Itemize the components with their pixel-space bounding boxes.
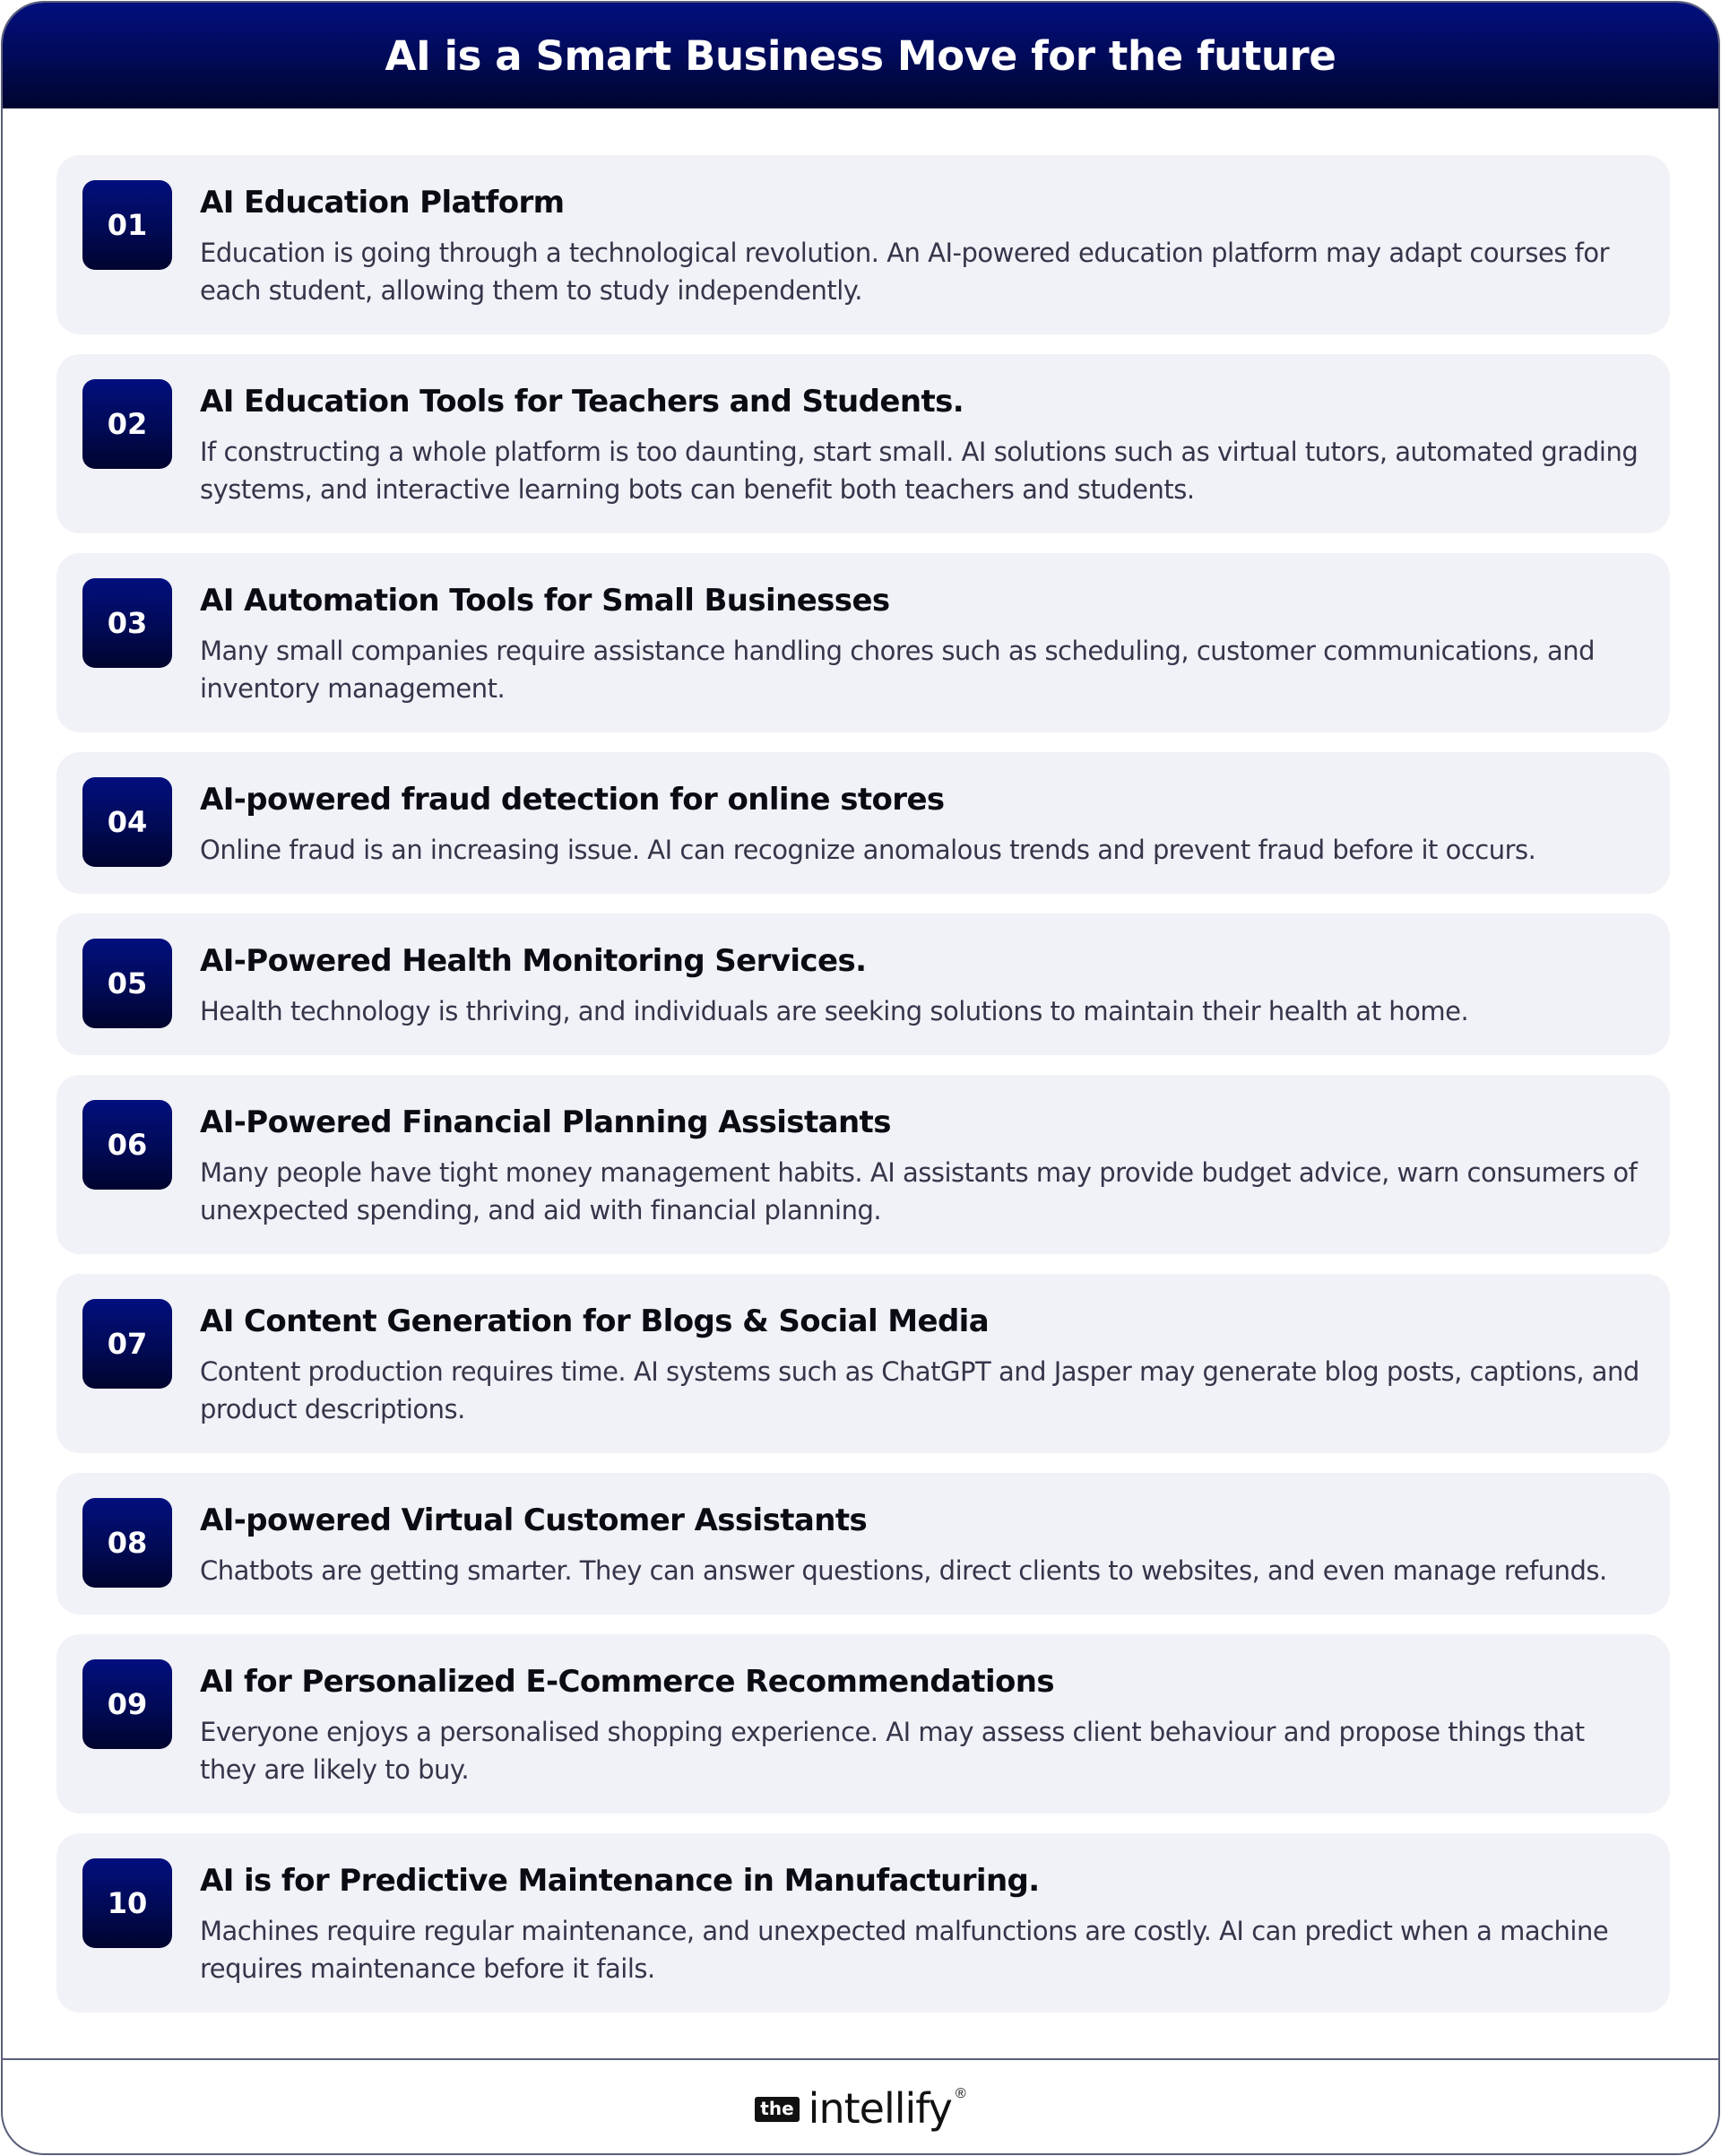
item-title: AI-powered Virtual Customer Assistants <box>200 1502 868 1538</box>
item-title: AI Content Generation for Blogs & Social Media <box>200 1303 990 1339</box>
item-number-badge: 01 <box>82 180 172 270</box>
footer <box>3 2060 1718 2155</box>
item-title: AI Education Tools for Teachers and Students. <box>200 384 964 420</box>
list-item <box>56 1634 1670 1814</box>
item-number-badge: 10 <box>82 1858 172 1948</box>
item-number-badge: 09 <box>82 1659 172 1749</box>
item-title: AI-Powered Financial Planning Assistants <box>200 1104 891 1140</box>
item-title: AI is for Predictive Maintenance in Manufacturing. <box>200 1863 1040 1899</box>
item-description: Machines require regular maintenance, and unexpected malfunctions are costly. AI can predict when a machine requires maintenance before it fails. <box>200 1916 1609 1984</box>
list-item <box>56 1075 1670 1254</box>
item-number-badge: 07 <box>82 1299 172 1389</box>
item-title: AI Education Platform <box>200 185 565 221</box>
item-number-badge: 05 <box>82 939 172 1028</box>
list-item <box>56 354 1670 533</box>
registered-mark: ® <box>955 2086 966 2101</box>
logo-wordmark: intellify <box>808 2084 952 2133</box>
logo-prefix: the <box>755 2097 799 2122</box>
item-description: Many people have tight money management habits. AI assistants may provide budget advice, warn consumers of unexpected spending, and aid with financial planning. <box>200 1157 1638 1225</box>
item-title: AI for Personalized E-Commerce Recommendations <box>200 1664 1055 1700</box>
item-number-badge: 03 <box>82 578 172 668</box>
brand-logo <box>755 2086 965 2131</box>
item-title: AI Automation Tools for Small Businesses <box>200 583 890 619</box>
item-description: Education is going through a technological revolution. An AI-powered education platform may adapt courses for each student, allowing them to study independently. <box>200 238 1610 306</box>
page-title: AI is a Smart Business Move for the future <box>385 31 1336 80</box>
item-description: Online fraud is an increasing issue. AI can recognize anomalous trends and prevent fraud before it occurs. <box>200 835 1536 865</box>
infographic-frame <box>1 1 1720 2155</box>
list-item <box>56 1274 1670 1453</box>
item-description: Content production requires time. AI systems such as ChatGPT and Jasper may generate blog posts, captions, and product descriptions. <box>200 1356 1639 1424</box>
item-description: Many small companies require assistance handling chores such as scheduling, customer communications, and inventory management. <box>200 636 1595 704</box>
list-item <box>56 155 1670 334</box>
list-item <box>56 1833 1670 2013</box>
item-title: AI-powered fraud detection for online stores <box>200 782 945 818</box>
item-number-badge: 04 <box>82 777 172 867</box>
header-banner <box>3 3 1718 108</box>
item-description: Chatbots are getting smarter. They can answer questions, direct clients to websites, and even manage refunds. <box>200 1555 1607 1586</box>
item-title: AI-Powered Health Monitoring Services. <box>200 943 867 979</box>
item-description: If constructing a whole platform is too daunting, start small. AI solutions such as virtual tutors, automated grading systems, and interactive learning bots can benefit both teachers and students. <box>200 437 1639 505</box>
list-item <box>56 752 1670 894</box>
item-number-badge: 02 <box>82 379 172 469</box>
list-item <box>56 1473 1670 1615</box>
list-item <box>56 913 1670 1055</box>
item-number-badge: 06 <box>82 1100 172 1190</box>
item-description: Everyone enjoys a personalised shopping experience. AI may assess client behaviour and propose things that they are likely to buy. <box>200 1717 1585 1785</box>
item-number-badge: 08 <box>82 1498 172 1588</box>
item-description: Health technology is thriving, and individuals are seeking solutions to maintain their health at home. <box>200 996 1469 1026</box>
list-item <box>56 553 1670 732</box>
